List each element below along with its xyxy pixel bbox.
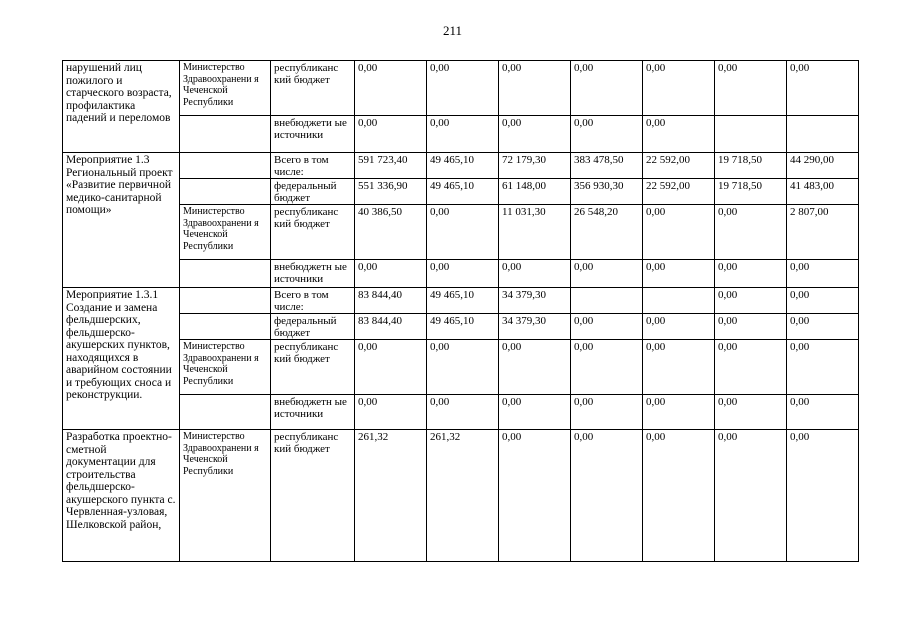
value-cell: 0,00 <box>499 61 571 116</box>
value-cell: 0,00 <box>571 395 643 430</box>
value-cell: 591 723,40 <box>355 153 427 179</box>
table-row <box>63 340 859 395</box>
value-cell: 0,00 <box>427 116 499 153</box>
value-cell: 0,00 <box>643 430 715 562</box>
value-cell: 49 465,10 <box>427 179 499 205</box>
value-cell: 83 844,40 <box>355 288 427 314</box>
value-cell: 0,00 <box>571 314 643 340</box>
executor-cell: Министерство Здравоохранени я Чеченской Республики <box>180 61 271 116</box>
executor-cell <box>180 153 271 179</box>
executor-cell <box>180 260 271 288</box>
table-row <box>63 205 859 260</box>
event-name-cell: нарушений лиц пожилого и старческого возраста, профилактика падений и переломов <box>63 61 180 153</box>
executor-cell <box>180 288 271 314</box>
value-cell: 0,00 <box>787 395 859 430</box>
table-row <box>63 288 859 314</box>
value-cell: 26 548,20 <box>571 205 643 260</box>
value-cell: 0,00 <box>787 340 859 395</box>
value-cell: 0,00 <box>715 314 787 340</box>
value-cell: 0,00 <box>355 340 427 395</box>
value-cell: 0,00 <box>787 288 859 314</box>
source-cell: внебюджети ые источники <box>271 116 355 153</box>
value-cell: 0,00 <box>499 116 571 153</box>
value-cell: 0,00 <box>715 288 787 314</box>
source-cell: внебюджетн ые источники <box>271 260 355 288</box>
value-cell: 0,00 <box>715 430 787 562</box>
table-row <box>63 153 859 179</box>
value-cell: 0,00 <box>571 340 643 395</box>
value-cell: 0,00 <box>787 430 859 562</box>
executor-cell <box>180 179 271 205</box>
page-number: 211 <box>442 23 463 38</box>
value-cell: 44 290,00 <box>787 153 859 179</box>
value-cell: 0,00 <box>787 314 859 340</box>
value-cell: 0,00 <box>787 260 859 288</box>
value-cell: 0,00 <box>499 395 571 430</box>
source-cell: Всего в том числе: <box>271 288 355 314</box>
event-name-cell: Мероприятие 1.3 Региональный проект «Развитие первичной медико-санитарной помощи» <box>63 153 180 288</box>
value-cell: 0,00 <box>571 116 643 153</box>
table-row <box>63 179 859 205</box>
source-cell: республиканс кий бюджет <box>271 340 355 395</box>
table-row <box>63 116 859 153</box>
value-cell: 0,00 <box>715 205 787 260</box>
value-cell: 0,00 <box>499 430 571 562</box>
value-cell: 0,00 <box>715 260 787 288</box>
source-cell: федеральный бюджет <box>271 179 355 205</box>
value-cell: 356 930,30 <box>571 179 643 205</box>
value-cell: 0,00 <box>571 430 643 562</box>
source-cell: федеральный бюджет <box>271 314 355 340</box>
value-cell: 0,00 <box>571 260 643 288</box>
event-name-cell: Разработка проектно-сметной документации для строительства фельдшерско-акушерского пункта с. Червленная-узловая, Шелковской район, <box>63 430 180 562</box>
value-cell: 0,00 <box>427 205 499 260</box>
value-cell: 551 336,90 <box>355 179 427 205</box>
value-cell: 383 478,50 <box>571 153 643 179</box>
value-cell: 0,00 <box>427 340 499 395</box>
value-cell <box>571 288 643 314</box>
value-cell: 0,00 <box>427 61 499 116</box>
value-cell: 0,00 <box>643 395 715 430</box>
event-name-cell: Мероприятие 1.3.1 Создание и замена фельдшерских, фельдшерско-акушерских пунктов, находящихся в аварийном состоянии и требующих сноса и реконструкции. <box>63 288 180 430</box>
table-row <box>63 430 859 562</box>
value-cell: 0,00 <box>355 260 427 288</box>
source-cell: республиканс кий бюджет <box>271 205 355 260</box>
value-cell: 0,00 <box>427 395 499 430</box>
value-cell: 40 386,50 <box>355 205 427 260</box>
value-cell: 49 465,10 <box>427 288 499 314</box>
value-cell: 0,00 <box>715 61 787 116</box>
value-cell: 0,00 <box>355 395 427 430</box>
value-cell: 0,00 <box>643 205 715 260</box>
value-cell: 0,00 <box>643 340 715 395</box>
value-cell: 0,00 <box>571 61 643 116</box>
budget-table <box>62 60 859 562</box>
value-cell: 0,00 <box>427 260 499 288</box>
executor-cell: Министерство Здравоохранени я Чеченской Республики <box>180 340 271 395</box>
executor-cell: Министерство Здравоохранени я Чеченской Республики <box>180 430 271 562</box>
value-cell: 261,32 <box>355 430 427 562</box>
value-cell: 0,00 <box>643 314 715 340</box>
value-cell <box>643 288 715 314</box>
value-cell: 19 718,50 <box>715 179 787 205</box>
executor-cell <box>180 314 271 340</box>
executor-cell <box>180 116 271 153</box>
value-cell: 11 031,30 <box>499 205 571 260</box>
source-cell: республиканс кий бюджет <box>271 430 355 562</box>
table-row <box>63 395 859 430</box>
value-cell: 261,32 <box>427 430 499 562</box>
source-cell: внебюджетн ые источники <box>271 395 355 430</box>
value-cell: 0,00 <box>715 395 787 430</box>
value-cell: 0,00 <box>643 116 715 153</box>
value-cell: 83 844,40 <box>355 314 427 340</box>
source-cell: Всего в том числе: <box>271 153 355 179</box>
value-cell: 49 465,10 <box>427 314 499 340</box>
value-cell: 0,00 <box>499 260 571 288</box>
value-cell: 22 592,00 <box>643 179 715 205</box>
value-cell: 0,00 <box>355 116 427 153</box>
source-cell: республиканс кий бюджет <box>271 61 355 116</box>
value-cell <box>787 116 859 153</box>
value-cell: 0,00 <box>643 61 715 116</box>
executor-cell: Министерство Здравоохранени я Чеченской Республики <box>180 205 271 260</box>
value-cell: 34 379,30 <box>499 314 571 340</box>
value-cell: 61 148,00 <box>499 179 571 205</box>
value-cell: 49 465,10 <box>427 153 499 179</box>
value-cell: 41 483,00 <box>787 179 859 205</box>
value-cell: 72 179,30 <box>499 153 571 179</box>
value-cell: 2 807,00 <box>787 205 859 260</box>
value-cell: 19 718,50 <box>715 153 787 179</box>
executor-cell <box>180 395 271 430</box>
value-cell: 0,00 <box>355 61 427 116</box>
table-row <box>63 260 859 288</box>
value-cell: 22 592,00 <box>643 153 715 179</box>
value-cell: 0,00 <box>643 260 715 288</box>
value-cell: 34 379,30 <box>499 288 571 314</box>
table-row <box>63 61 859 116</box>
value-cell <box>715 116 787 153</box>
table-row <box>63 314 859 340</box>
value-cell: 0,00 <box>787 61 859 116</box>
value-cell: 0,00 <box>715 340 787 395</box>
value-cell: 0,00 <box>499 340 571 395</box>
